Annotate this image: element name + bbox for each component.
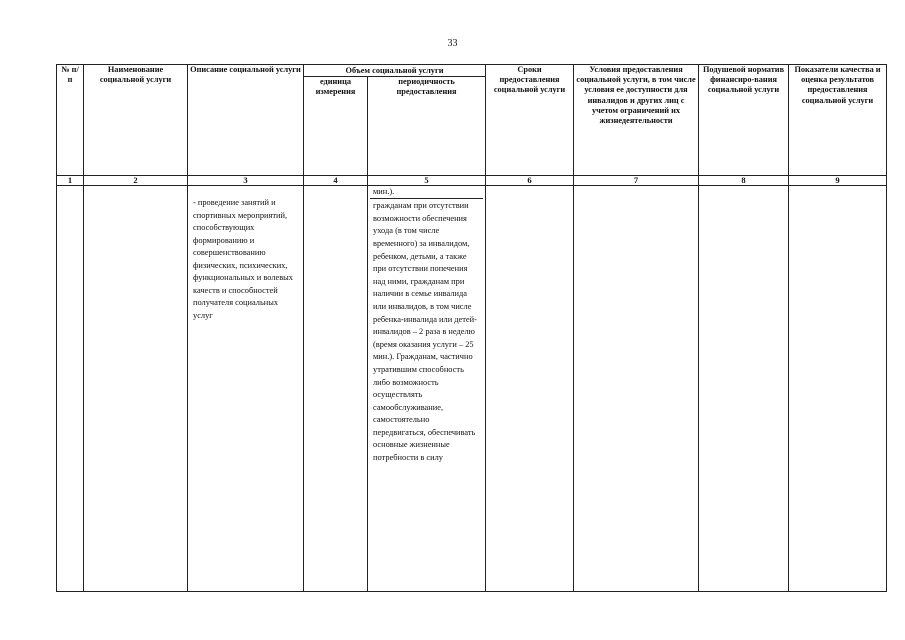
header-financing: Подушевой норматив финансиро-вания социальной услуги bbox=[699, 65, 789, 176]
cell-conditions bbox=[574, 186, 699, 592]
column-number-row bbox=[57, 176, 887, 186]
column-number: 7 bbox=[574, 176, 699, 186]
table-row bbox=[57, 186, 887, 592]
header-row-top bbox=[57, 65, 887, 77]
cell-number bbox=[57, 186, 84, 592]
header-quality: Показатели качества и оценка результатов предоставления социальной услуги bbox=[789, 65, 887, 176]
cell-frequency bbox=[368, 186, 486, 592]
column-number: 2 bbox=[84, 176, 188, 186]
column-number: 8 bbox=[699, 176, 789, 186]
column-number: 3 bbox=[188, 176, 304, 186]
column-number: 4 bbox=[304, 176, 368, 186]
column-number: 5 bbox=[368, 176, 486, 186]
column-number: 1 bbox=[57, 176, 84, 186]
cell-quality bbox=[789, 186, 887, 592]
cell-service-name bbox=[84, 186, 188, 592]
header-description: Описание социальной услуги bbox=[188, 65, 304, 176]
services-table bbox=[56, 64, 887, 592]
header-volume: Объем социальной услуги bbox=[304, 65, 486, 77]
frequency-text: гражданам при отсутствии возможности обеспечения ухода (в том числе временного) за инвалидом, ребенком, детьми, а также при отсутствии попечения над ними, гражданам при наличии в семье инвалида или инвалидов, в том числе ребенка-инвалида или детей-инвалидов – 2 раза в неделю (время оказания услуги – 25 мин.). Гражданам, частично утратившим способность либо возможность осуществлять самообслуживание, самостоятельно передвигаться, обеспечивать основные жизненные потребности в силу bbox=[373, 201, 477, 463]
column-number: 9 bbox=[789, 176, 887, 186]
cell-unit bbox=[304, 186, 368, 592]
description-text: - проведение занятий и спортивных мероприятий, способствующих формированию и совершенствованию физических, психических, функциональных и волевых качеств и способностей получателя социальных услуг bbox=[193, 198, 293, 320]
header-frequency: периодичность предоставления bbox=[368, 77, 486, 176]
cell-terms bbox=[486, 186, 574, 592]
page-number: 33 bbox=[447, 38, 458, 49]
cell-description bbox=[188, 186, 304, 592]
header-terms: Сроки предоставления социальной услуги bbox=[486, 65, 574, 176]
header-number: № п/п bbox=[57, 65, 84, 176]
frequency-fragment: мин.). bbox=[370, 186, 483, 199]
cell-financing bbox=[699, 186, 789, 592]
column-number: 6 bbox=[486, 176, 574, 186]
header-service-name: Наименование социальной услуги bbox=[84, 65, 188, 176]
header-conditions: Условия предоставления социальной услуги, в том числе условия ее доступности для инвалидов и других лиц с учетом ограничений их жизнедеятельности bbox=[574, 65, 699, 176]
header-unit: единица измерения bbox=[304, 77, 368, 176]
